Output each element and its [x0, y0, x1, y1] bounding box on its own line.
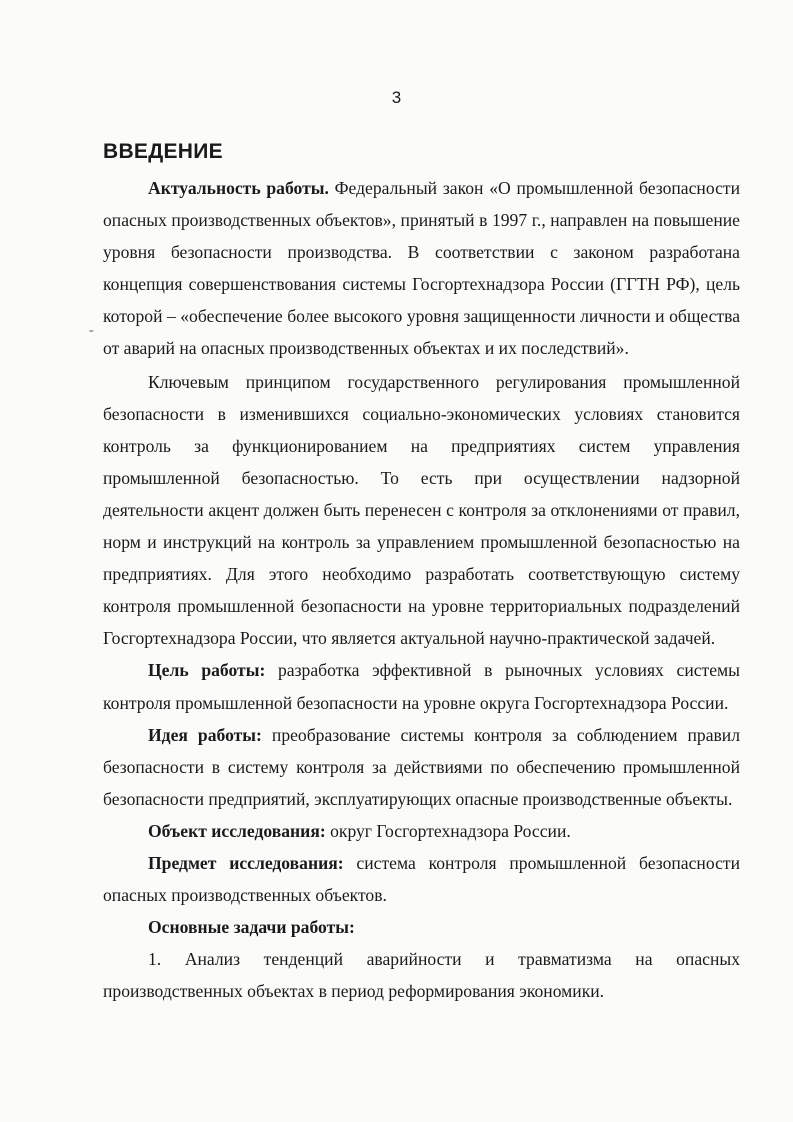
paragraph-text: разработка эффективной в рыночных условиях системы контроля промышленной безопасности на уровне округа Госгортехнадзора России. — [103, 660, 740, 713]
margin-mark: - — [89, 323, 94, 338]
paragraph-text: система контроля промышленной безопасности опасных производственных объектов. — [103, 852, 740, 906]
page-number: 3 — [391, 88, 402, 107]
paragraph-idea — [103, 719, 740, 815]
paragraph-goal — [103, 654, 740, 718]
paragraph-label: Идея работы: — [148, 724, 262, 745]
paragraph-text: Ключевым принципом государственного регулирования промышленной безопасности в изменившихся социально-экономических условиях становится контроль за функционированием на предприятиях систем управления промышленной безопасностью. То есть при осуществлении надзорной деятельности акцент должен быть перенесен с контроля за отклонениями от правил, норм и инструкций на контроль за управлением промышленной безопасностью на предприятиях. Для этого необходимо разработать соответствующую систему контроля промышленной безопасности на уровне территориальных подразделений Госгортехнадзора России, что является актуальной научно-практической задачей. — [103, 371, 740, 649]
paragraph-subject — [103, 847, 740, 911]
paragraph-relevance — [103, 172, 740, 365]
paragraph-key-principle — [103, 366, 740, 655]
paragraph-tasks-heading — [103, 911, 740, 943]
paragraph-object — [103, 815, 740, 847]
paragraph-label: Актуальность работы. — [148, 178, 329, 198]
paragraph-label: Цель работы: — [148, 660, 266, 681]
paragraph-text: 1. Анализ тенденций аварийности и травматизма на опасных производственных объектах в период реформирования экономики. — [103, 949, 740, 1002]
paragraph-text: Федеральный закон «О промышленной безопасности опасных производственных объектов», принятый в 1997 г., направлен на повышение уровня безопасности производства. В соответствии с законом разработана концепция совершенствования системы Госгортехнадзора России (ГГТН РФ), цель которой – «обеспечение более высокого уровня защищенности личности и общества от аварий на опасных производственных объектах и их последствий». — [103, 178, 740, 359]
body-text — [103, 172, 740, 1007]
section-heading: ВВЕДЕНИЕ — [103, 140, 223, 163]
paragraph-task-1 — [103, 943, 740, 1007]
paragraph-text: преобразование системы контроля за соблюдением правил безопасности в систему контроля за действиями по обеспечению промышленной безопасности предприятий, эксплуатирующих опасные производственные объекты. — [103, 724, 741, 809]
paragraph-text: округ Госгортехнадзора России. — [325, 820, 571, 841]
paragraph-label: Объект исследования: — [148, 820, 326, 841]
paragraph-label: Основные задачи работы: — [148, 917, 355, 938]
paragraph-label: Предмет исследования: — [148, 852, 344, 873]
